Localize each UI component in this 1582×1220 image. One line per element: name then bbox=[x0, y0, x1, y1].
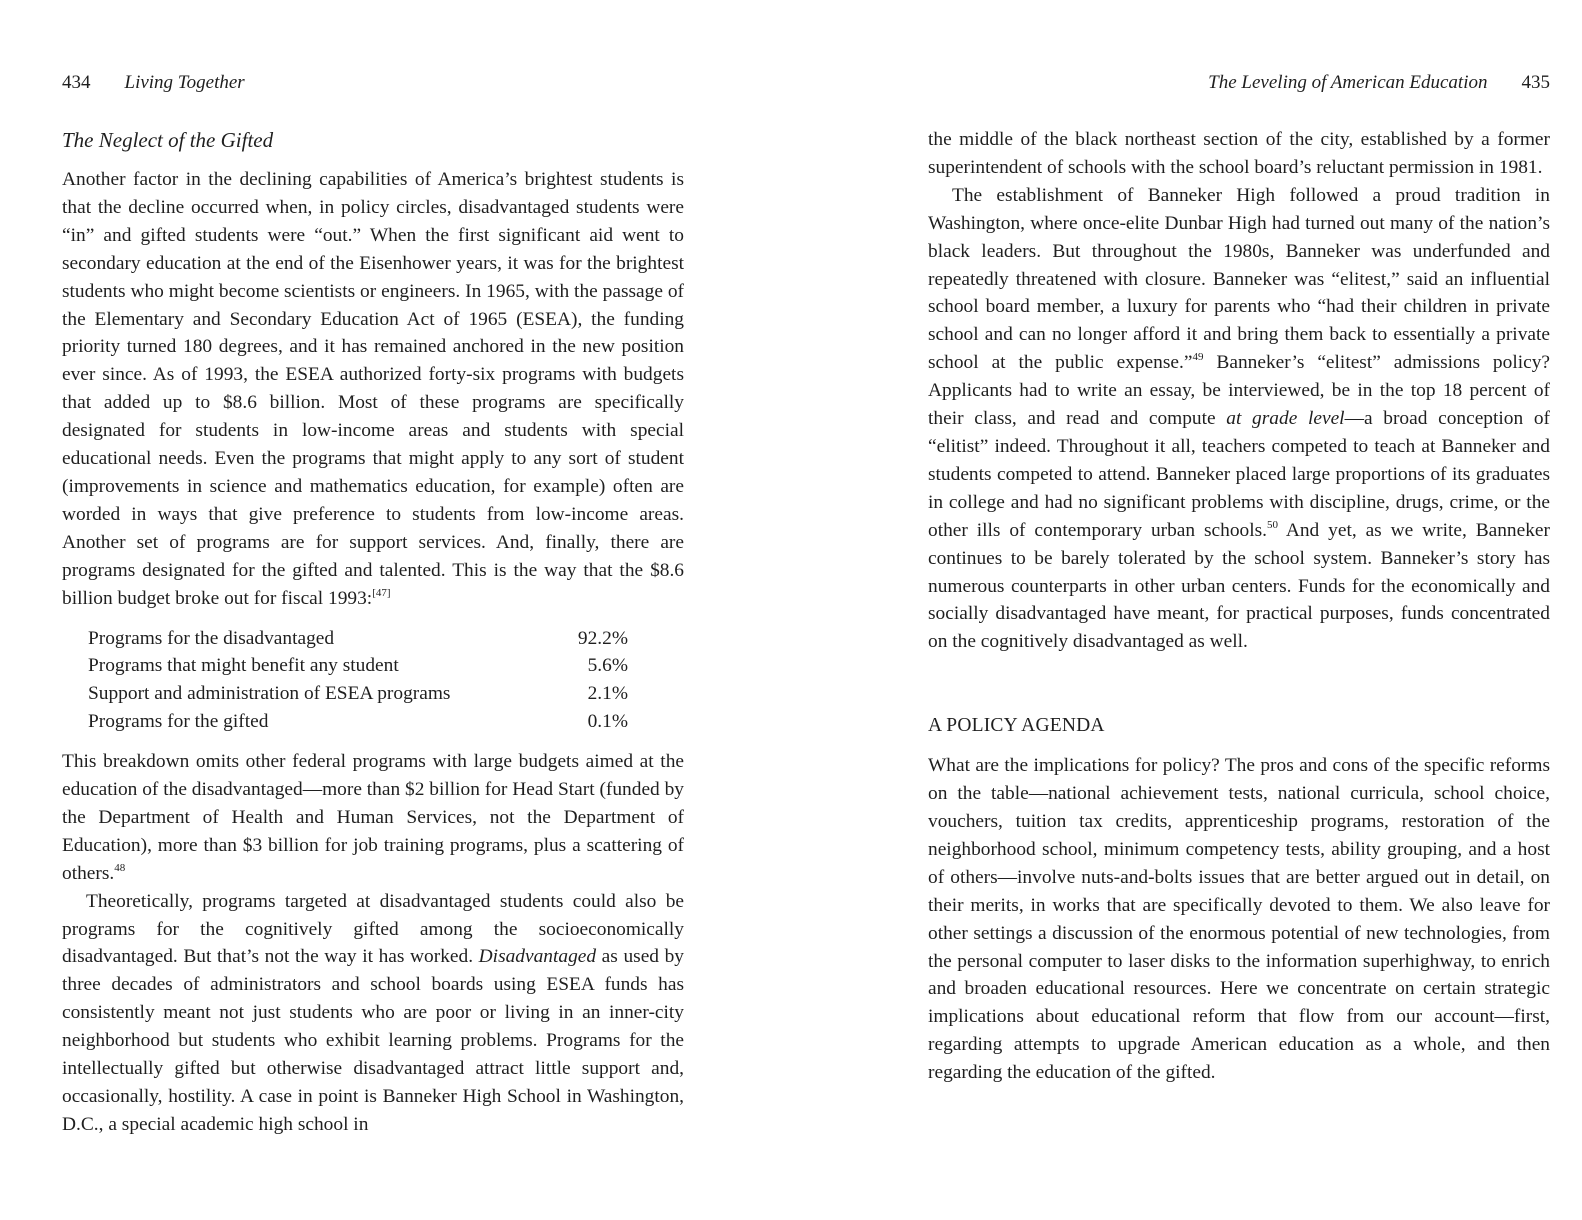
paragraph bbox=[62, 748, 684, 888]
left-page-body bbox=[62, 126, 684, 1139]
budget-category-label: Programs that might benefit any student bbox=[88, 655, 399, 677]
budget-category-label: Programs for the disadvantaged bbox=[88, 627, 335, 649]
left-running-head bbox=[62, 72, 245, 94]
footnote-ref: 49 bbox=[1192, 351, 1204, 364]
paragraph bbox=[62, 888, 684, 1139]
budget-percentage: 0.1% bbox=[587, 711, 628, 733]
paragraph-text: And yet, as we write, Banneker continues to be barely tolerated by the school system. Banneker’s story has numerous counterparts in other urban centers. Funds for the economically and socially disadvantaged have meant, for practical purposes, funds concentrated on the cognitively disadvantaged as well. bbox=[928, 519, 1550, 653]
paragraph-text: the middle of the black northeast section of the city, established by a former superintendent of schools with the school board’s reluctant permission in 1981. bbox=[928, 129, 1550, 178]
paragraph bbox=[928, 182, 1550, 656]
section-heading-policy-agenda: A POLICY AGENDA bbox=[928, 715, 1105, 737]
paragraph-text: —a broad conception of “elitist” indeed. Throughout it all, teachers competed to teach at Banneker and students competed to attend. Banneker placed large proportions of its graduates in college and had no significant problems with discipline, drugs, crime, or the other ills of contemporary urban schools. bbox=[928, 408, 1550, 541]
emphasis-text: Disadvantaged bbox=[478, 946, 597, 968]
paragraph bbox=[62, 166, 684, 613]
right-page-number: 435 bbox=[1521, 72, 1550, 93]
left-page-number: 434 bbox=[62, 72, 91, 93]
paragraph-text: The establishment of Banneker High followed a proud tradition in Washington, where once-elite Dunbar High had turned out many of the nation’s black leaders. But throughout the 1980s, Banneker was underfunded and repeatedly threatened with closure. Banneker was “elitest,” said an influential school board member, a luxury for parents who “had their children in private school and can no longer afford it and bring them back to essentially a private school at the public expense.” bbox=[928, 184, 1550, 374]
budget-table-row bbox=[88, 625, 628, 653]
right-page-body bbox=[928, 126, 1550, 1087]
footnote-ref: 48 bbox=[114, 861, 126, 874]
budget-table-row bbox=[88, 652, 628, 680]
budget-percentage: 5.6% bbox=[587, 655, 628, 677]
paragraph bbox=[928, 126, 1550, 182]
paragraph-text: Another factor in the declining capabilities of America’s brightest students is that the decline occurred when, in policy circles, disadvantaged students were “in” and gifted students were “out.” When the first significant aid went to secondary education at the end of the Eisenhower years, it was for the brightest students who might become scientists or engineers. In 1965, with the passage of the Elementary and Secondary Education Act of 1965 (ESEA), the funding priority turned 180 degrees, and it has remained anchored in the new position ever since. As of 1993, the ESEA authorized forty-six programs with budgets that added up to $8.6 billion. Most of these programs are specifically designated for students in low-income areas and students with special educational needs. Even the programs that might apply to any sort of student (improvements in science and mathematics education, for example) often are worded in ways that give preference to students from low-income areas. Another set of programs are for support services. And, finally, there are programs designated for the gifted and talented. This is the way that the $8.6 billion budget broke out for fiscal 1993: bbox=[62, 169, 684, 609]
right-running-title: The Leveling of American Education bbox=[1208, 72, 1488, 93]
paragraph-text: What are the implications for policy? The pros and cons of the specific reforms on the table—national achievement tests, national curricula, school choice, vouchers, tuition tax credits, apprenticeship programs, restoration of the neighborhood school, minimum competency tests, ability grouping, and a host of others—involve nuts-and-bolts issues that are better argued out in detail, on their merits, in works that are specifically devoted to them. We also leave for other settings a discussion of the enormous potential of new technologies, from the personal computer to laser disks to the information superhighway, to enrich and broaden educational resources. Here we concentrate on certain strategic implications about educational reform that flow from our account—first, regarding attempts to upgrade American education as a whole, and then regarding the education of the gifted. bbox=[928, 755, 1550, 1084]
budget-percentage: 2.1% bbox=[587, 683, 628, 705]
budget-category-label: Programs for the gifted bbox=[88, 711, 269, 733]
budget-table-row bbox=[88, 680, 628, 708]
budget-category-label: Support and administration of ESEA programs bbox=[88, 683, 451, 705]
footnote-ref: [47] bbox=[372, 586, 391, 599]
budget-table bbox=[88, 625, 628, 737]
section-heading-neglect-of-gifted: The Neglect of the Gifted bbox=[62, 128, 274, 152]
paragraph-text: This breakdown omits other federal programs with large budgets aimed at the education of the disadvantaged—more than $2 billion for Head Start (funded by the Department of Health and Human Services, not the Department of Education), more than $3 billion for job training programs, plus a scattering of others. bbox=[62, 751, 684, 884]
footnote-ref: 50 bbox=[1267, 518, 1279, 531]
budget-table-row bbox=[88, 708, 628, 736]
paragraph bbox=[928, 752, 1550, 1087]
left-running-title: Living Together bbox=[124, 72, 245, 93]
right-running-head bbox=[1208, 72, 1550, 94]
emphasis-text: at grade level bbox=[1226, 408, 1345, 430]
paragraph-text: as used by three decades of administrators and school boards using ESEA funds has consistently meant not just students who are poor or living in an inner-city neighborhood but students who exhibit learning problems. Programs for the intellectually gifted but otherwise disadvantaged attract little support and, occasionally, hostility. A case in point is Banneker High School in Washington, D.C., a special academic high school in bbox=[62, 946, 684, 1135]
budget-percentage: 92.2% bbox=[577, 627, 628, 649]
paragraph-text: Banneker’s “elitest” admissions policy? Applicants had to write an essay, be interviewed, be in the top 18 percent of their class, and read and compute bbox=[928, 352, 1551, 430]
paragraph-text: Theoretically, programs targeted at disadvantaged students could also be programs for the cognitively gifted among the socioeconomically disadvantaged. But that’s not the way it has worked. bbox=[62, 890, 684, 968]
